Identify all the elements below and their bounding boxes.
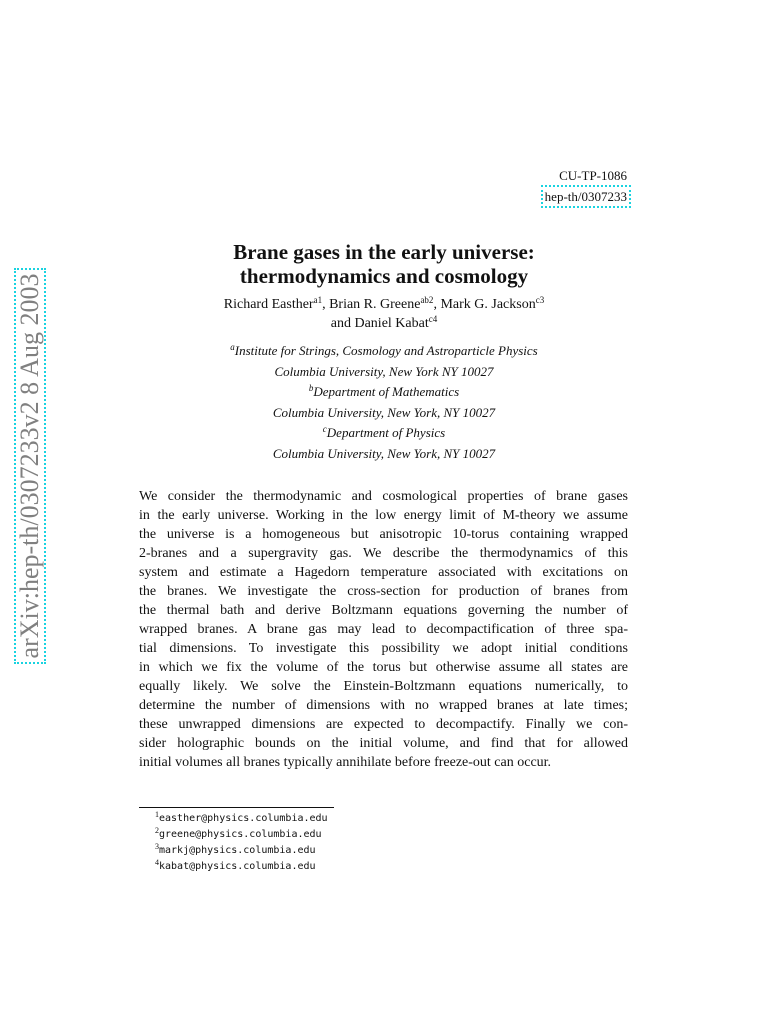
affiliation-mark: c bbox=[322, 424, 327, 434]
affiliation-text: Department of Physics bbox=[326, 425, 446, 440]
footnote-mark: 1 bbox=[155, 810, 159, 819]
author-name: Mark G. Jackson bbox=[440, 297, 536, 312]
affiliation-address: Columbia University, New York, NY 10027 bbox=[272, 445, 496, 461]
abstract-line: the universe is a homogeneous but anisotropic 10-torus containing wrapped bbox=[139, 527, 628, 542]
affiliation-mark: b bbox=[308, 383, 314, 393]
report-number-block bbox=[541, 166, 627, 208]
abstract-line: equally likely. We solve the Einstein-Boltzmann equations numerically, to bbox=[139, 679, 628, 694]
footnote-email: kabat@physics.columbia.edu bbox=[159, 861, 316, 872]
arxiv-sidebar-stamp[interactable] bbox=[14, 268, 46, 664]
abstract-line: sider holographic bounds on the initial volume, and find that for allowed bbox=[139, 736, 628, 751]
author-separator: , bbox=[322, 297, 330, 312]
abstract-line: wrapped branes. A brane gas may lead to decompactification of three spa- bbox=[139, 622, 628, 637]
title-line-1: Brane gases in the early universe: bbox=[233, 240, 535, 264]
abstract-line: in which we fix the volume of the torus but otherwise assume all states are bbox=[139, 660, 628, 675]
abstract-line: 2-branes and a supergravity gas. We describe the thermodynamics of this bbox=[139, 546, 628, 561]
affiliation-address: Columbia University, New York, NY 10027 bbox=[272, 404, 496, 420]
author-mark: ab2 bbox=[420, 295, 434, 305]
arxiv-number-link[interactable]: hep-th/0307233 bbox=[541, 185, 631, 208]
abstract bbox=[139, 487, 628, 772]
abstract-line: initial volumes all branes typically annihilate before freeze-out can occur. bbox=[139, 755, 552, 770]
footnote-email: easther@physics.columbia.edu bbox=[159, 813, 328, 824]
author-list bbox=[139, 295, 629, 333]
footnote-item bbox=[155, 843, 328, 859]
abstract-line: the branes. We investigate the cross-section for production of branes from bbox=[139, 584, 628, 599]
author-mark: c3 bbox=[535, 295, 545, 305]
affiliation-name bbox=[139, 382, 629, 403]
footnote-list bbox=[155, 811, 328, 875]
affiliation-address: Columbia University, New York NY 10027 bbox=[274, 363, 494, 379]
author-mark: a1 bbox=[313, 295, 323, 305]
author-name: Richard Easther bbox=[223, 297, 314, 312]
author-prefix: and bbox=[330, 316, 355, 331]
footnote-mark: 4 bbox=[155, 858, 159, 867]
affiliation-text: Department of Mathematics bbox=[313, 384, 460, 399]
footnote-rule bbox=[139, 807, 334, 808]
author-name: Daniel Kabat bbox=[354, 316, 429, 331]
footnote-mark: 2 bbox=[155, 826, 159, 835]
abstract-line: in the early universe. Working in the low energy limit of M-theory we assume bbox=[139, 508, 628, 523]
footnote-item bbox=[155, 811, 328, 827]
footnote-mark: 3 bbox=[155, 842, 159, 851]
arxiv-identifier: arXiv:hep-th/0307233v2 8 Aug 2003 bbox=[15, 273, 44, 659]
abstract-line: the thermal bath and derive Boltzmann equations governing the number of bbox=[139, 603, 628, 618]
footnote-item bbox=[155, 827, 328, 843]
footnote-email: greene@physics.columbia.edu bbox=[159, 829, 322, 840]
paper-title bbox=[139, 240, 629, 288]
affiliation-mark: a bbox=[230, 342, 235, 352]
affiliation-name bbox=[139, 423, 629, 444]
abstract-line: tial dimensions. To investigate this possibility we adopt initial conditions bbox=[139, 641, 628, 656]
abstract-line: these unwrapped dimensions are expected to decompactify. Finally we con- bbox=[139, 717, 628, 732]
title-line-2: thermodynamics and cosmology bbox=[239, 264, 529, 288]
author-name: Brian R. Greene bbox=[329, 297, 421, 312]
abstract-line: determine the number of dimensions with no wrapped branes at late times; bbox=[139, 698, 628, 713]
footnote-item bbox=[155, 859, 328, 875]
report-number: CU-TP-1086 bbox=[559, 168, 627, 183]
affiliation-name bbox=[139, 341, 629, 362]
abstract-line: We consider the thermodynamic and cosmological properties of brane gases bbox=[139, 489, 628, 504]
affiliation-list bbox=[139, 341, 629, 464]
author-separator: , bbox=[433, 297, 441, 312]
abstract-line: system and estimate a Hagedorn temperature associated with excitations on bbox=[139, 565, 628, 580]
affiliation-text: Institute for Strings, Cosmology and Astroparticle Physics bbox=[234, 343, 538, 358]
footnote-email: markj@physics.columbia.edu bbox=[159, 845, 316, 856]
author-mark: c4 bbox=[428, 314, 438, 324]
